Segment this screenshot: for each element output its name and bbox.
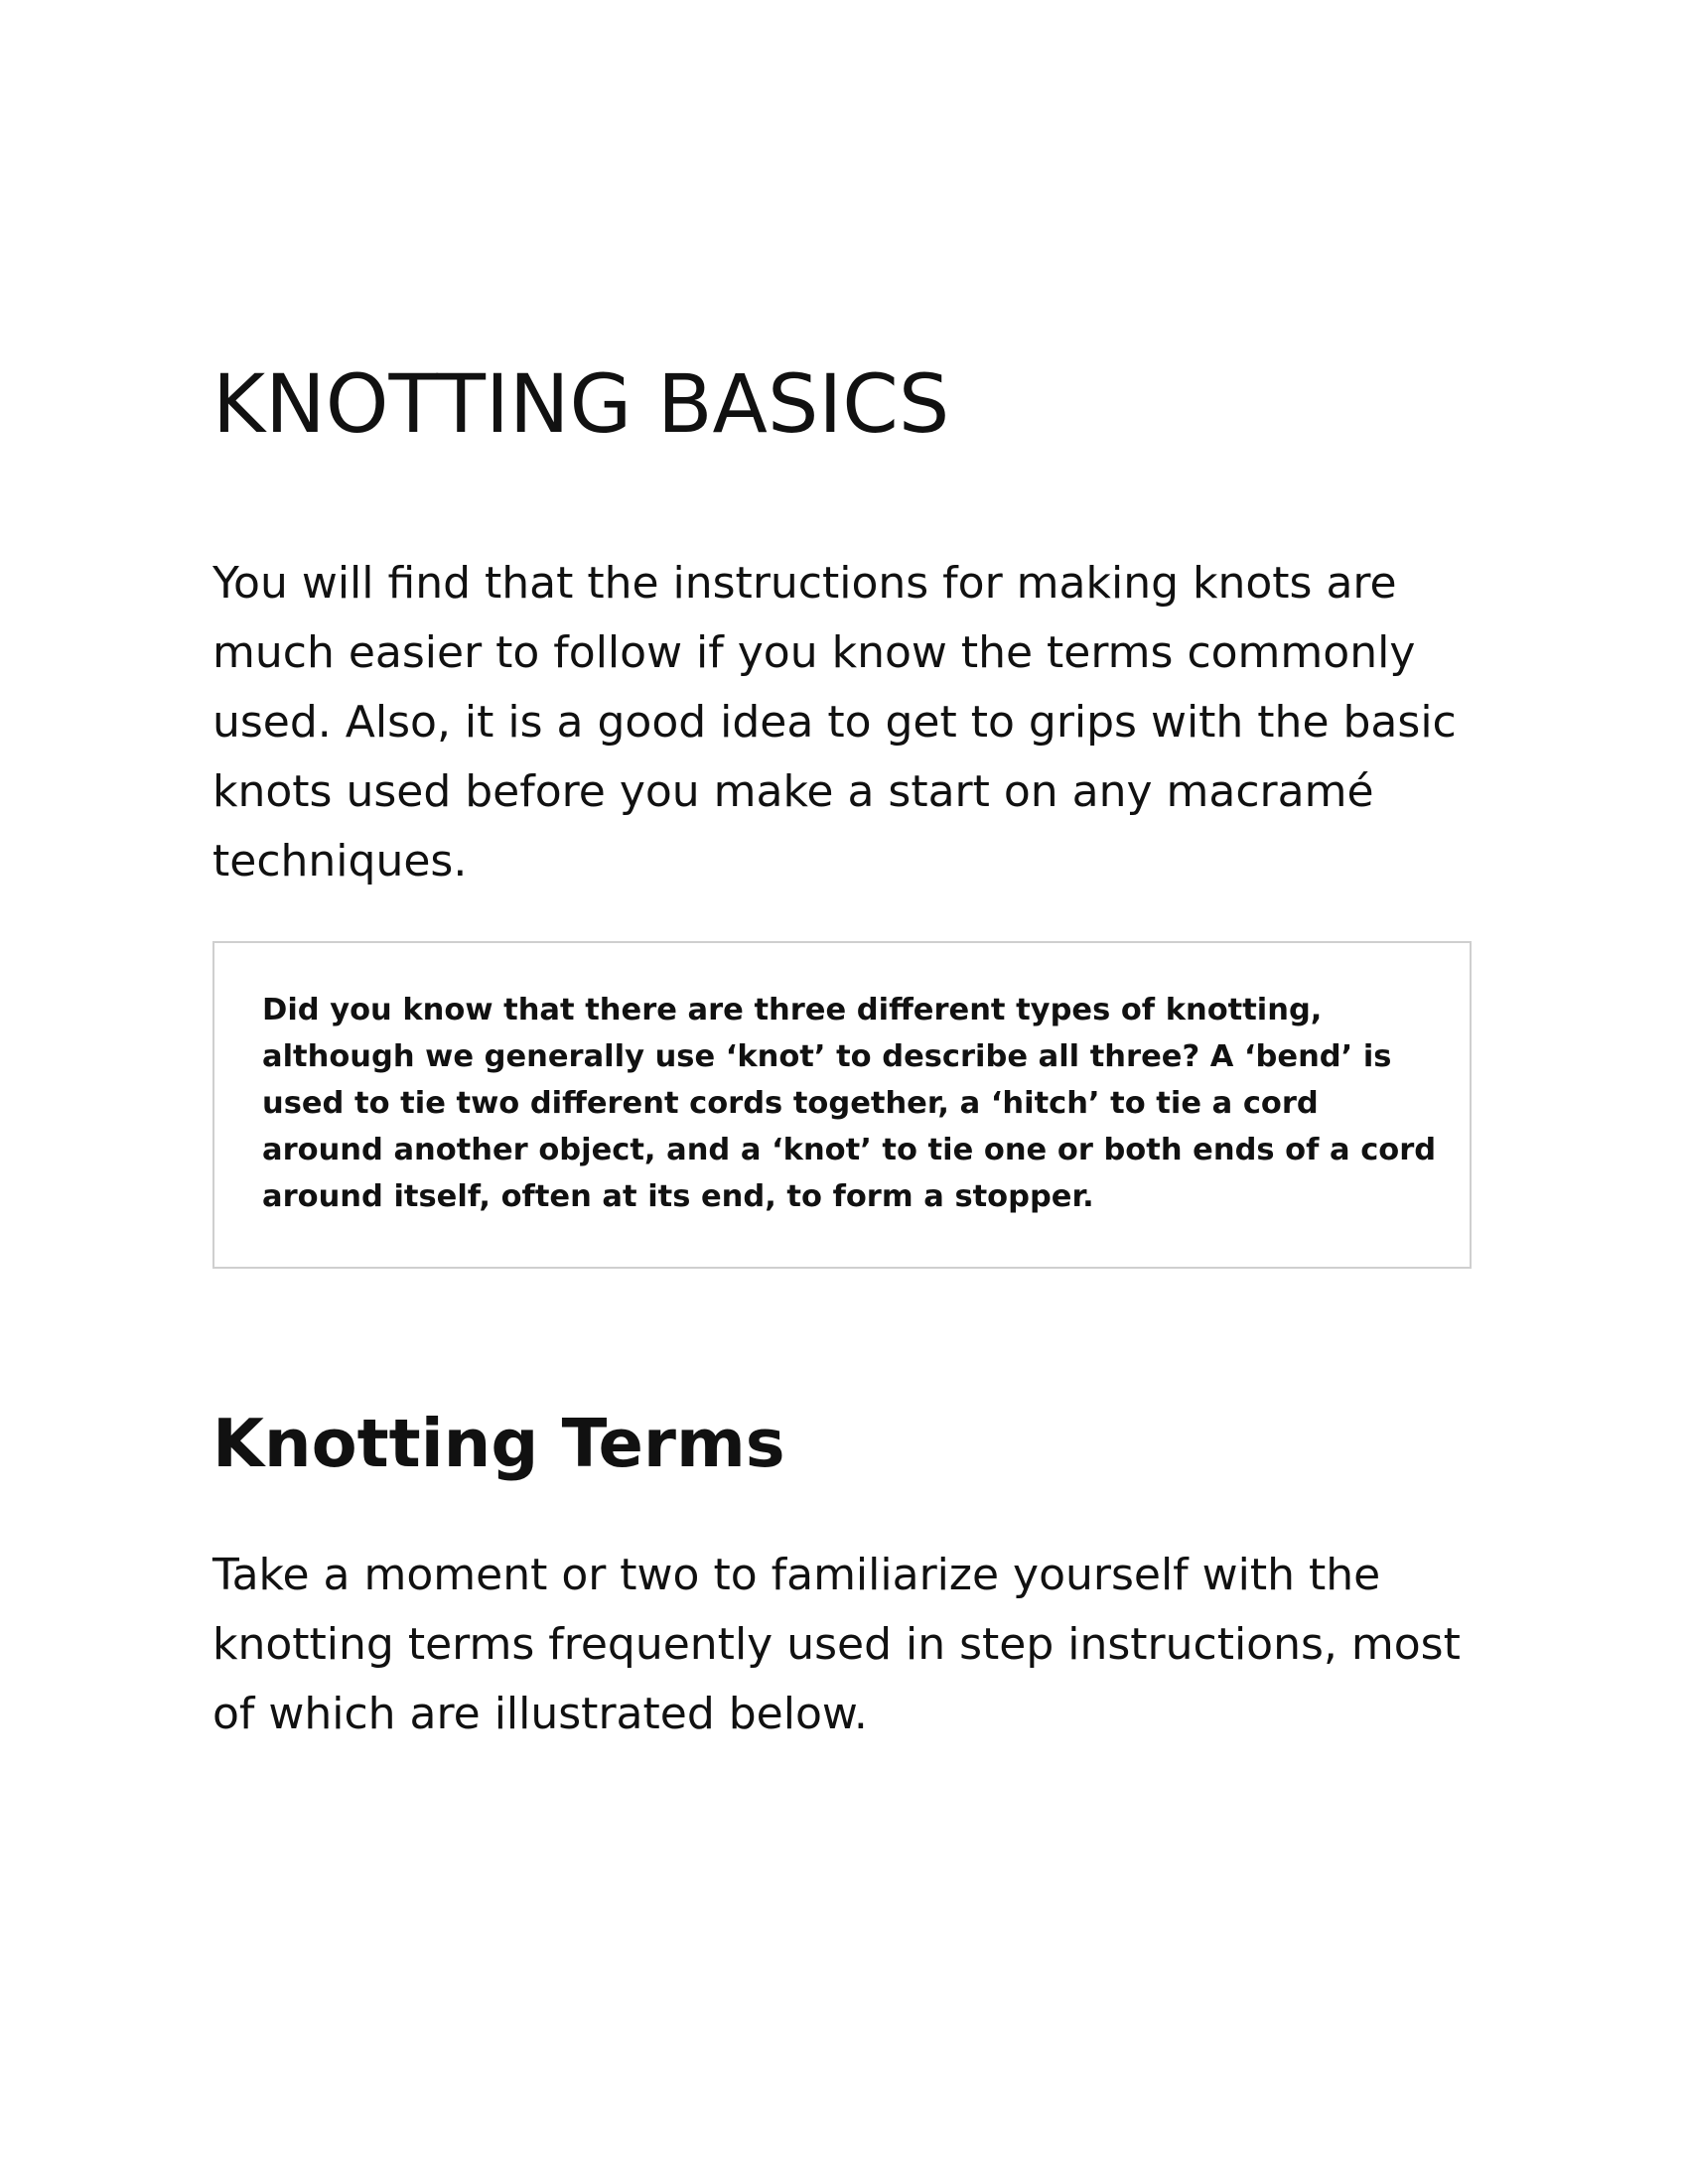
chapter-title: KNOTTING BASICS (212, 358, 950, 452)
section-body-paragraph: Take a moment or two to familiarize yourself with the knotting terms frequently used in step instructions, most of which are illustrated below. (212, 1550, 1461, 1739)
section-heading-knotting-terms: Knotting Terms (212, 1405, 785, 1482)
did-you-know-text: Did you know that there are three different types of knotting, although we generally use ‘knot’ to describe all three? A ‘bend’ is used to tie two different cords together, a ‘hitch’ to tie a cord around another object, and a ‘knot’ to tie one or both ends of a cord around itself, often at its end, to form a stopper. (262, 993, 1437, 1214)
intro-paragraph: You will find that the instructions for making knots are much easier to follow if you know the terms commonly used. Also, it is a good idea to get to grips with the basic knots used before you make a start on any macramé techniques. (212, 558, 1457, 887)
did-you-know-box (212, 941, 1472, 1269)
